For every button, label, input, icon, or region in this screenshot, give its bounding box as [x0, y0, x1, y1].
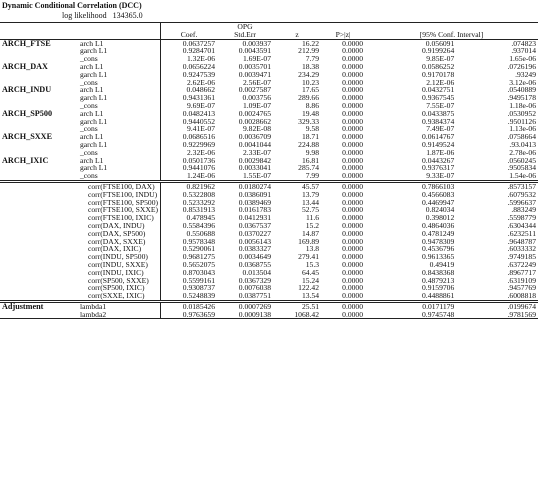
row-term: corr(DAX, SP500) [72, 230, 161, 238]
section-label: ARCH_FTSE [2, 38, 51, 48]
cell-z: 18.38 [301, 61, 320, 71]
section-label-adjustment: Adjustment [0, 301, 72, 310]
cell-ci-lower: 0.0443267 [422, 155, 455, 165]
cell-p-value: 0.0000 [342, 213, 364, 223]
cell-std-err: 0.0161783 [238, 205, 272, 215]
cell-z: 25.51 [273, 301, 321, 310]
cell-ci-lower: 2.12E-06 [426, 77, 455, 87]
cell-p-value: 0.0000 [321, 181, 365, 190]
cell-std-err: 0.0180274 [217, 181, 273, 190]
cell-ci-lower: 0.7866103 [365, 181, 456, 190]
cell-coef: 0.9247539 [182, 69, 216, 79]
cell-coef: 2.32E-06 [186, 147, 216, 157]
cell-z: 9.58 [305, 124, 320, 134]
cell-coef: 0.821962 [161, 181, 218, 190]
cell-coef: 0.8703043 [182, 267, 216, 277]
section-label: ARCH_DAX [2, 61, 48, 71]
cell-std-err: 2.33E-07 [242, 147, 272, 157]
cell-std-err: 0.0036709 [238, 132, 272, 142]
cell-std-err: 0.0029842 [238, 155, 272, 165]
cell-std-err: 0.0367329 [238, 275, 272, 285]
cell-coef: 1.24E-06 [161, 172, 218, 181]
row-term: corr(FTSE100, INDU) [72, 191, 161, 199]
cell-p-value: 0.0000 [342, 291, 364, 301]
row-term: arch L1 [72, 39, 161, 47]
cell-z: 279.41 [298, 252, 320, 262]
row-term: corr(INDU, SP500) [72, 253, 161, 261]
cell-ci-lower: 0.9745748 [365, 311, 456, 319]
row-term: _cons [72, 125, 161, 133]
row-term: corr(DAX, SXXE) [72, 238, 161, 246]
cell-p-value: 0.0000 [342, 205, 364, 215]
cell-ci-lower: 0.9367545 [422, 93, 455, 103]
cell-ci-lower: 0.056091 [425, 38, 455, 48]
cell-ci-upper: .5996637 [507, 197, 536, 207]
cell-std-err: 0.013504 [242, 267, 272, 277]
row-term: garch L1 [72, 94, 161, 102]
row-term: arch L1 [72, 110, 161, 118]
cell-ci-upper: .0758664 [507, 132, 536, 142]
cell-ci-upper: 1.54e-06 [456, 172, 538, 181]
cell-p-value: 0.0000 [342, 38, 364, 48]
cell-p-value: 0.0000 [342, 77, 364, 87]
column-subheader-opg: OPG [217, 23, 273, 31]
cell-coef: 0.9229969 [182, 139, 216, 149]
row-term: _cons [72, 79, 161, 87]
cell-std-err: 0.0039471 [238, 69, 272, 79]
cell-coef: 0.478945 [186, 213, 216, 223]
cell-p-value: 0.0000 [342, 132, 364, 142]
cell-coef: 0.550688 [186, 228, 216, 238]
row-term: corr(SP500, SXXE) [72, 277, 161, 285]
cell-p-value: 0.0000 [342, 228, 364, 238]
cell-ci-lower: 0.0432751 [422, 85, 455, 95]
cell-std-err: 0.0383327 [238, 244, 272, 254]
column-header-p-value: P>|z| [321, 31, 365, 39]
cell-ci-lower: 7.55E-07 [426, 100, 455, 110]
cell-ci-upper: .6079532 [507, 189, 536, 199]
cell-std-err: 0.0412931 [238, 213, 272, 223]
row-term: garch L1 [72, 164, 161, 172]
cell-std-err: 0.0076038 [238, 283, 272, 293]
cell-ci-upper: .0560245 [507, 155, 536, 165]
cell-ci-lower: 0.9613365 [422, 252, 455, 262]
cell-coef: 0.5248839 [182, 291, 216, 301]
cell-z: 64.45 [301, 267, 320, 277]
section-label: ARCH_SXXE [2, 132, 53, 142]
cell-std-err: 0.003937 [242, 38, 272, 48]
cell-p-value: 0.0000 [342, 267, 364, 277]
cell-ci-upper: 2.78e-06 [509, 147, 536, 157]
cell-z: 45.57 [273, 181, 321, 190]
cell-ci-lower: 0.4488861 [422, 291, 455, 301]
cell-std-err: 0.0028662 [238, 116, 272, 126]
cell-z: 169.89 [298, 236, 320, 246]
row-term: arch L1 [72, 133, 161, 141]
row-term: arch L1 [72, 63, 161, 71]
cell-p-value: 0.0000 [342, 155, 364, 165]
log-likelihood-value: 134365.0 [112, 11, 143, 20]
cell-std-err: 1.09E-07 [242, 100, 272, 110]
cell-ci-lower: 0.9159706 [422, 283, 455, 293]
table-row [0, 311, 538, 319]
cell-ci-lower: 0.4781249 [422, 228, 455, 238]
cell-coef: 0.0501736 [182, 155, 216, 165]
cell-z: 19.48 [301, 108, 320, 118]
cell-coef: 0.5599161 [182, 275, 216, 285]
cell-coef: 0.9308737 [182, 283, 216, 293]
cell-p-value: 0.0000 [342, 197, 364, 207]
row-term: garch L1 [72, 118, 161, 126]
cell-coef: 0.9763659 [161, 311, 218, 319]
row-term: _cons [72, 172, 161, 181]
table-header-block [2, 1, 143, 21]
cell-ci-upper: .937014 [511, 46, 536, 56]
results-table [0, 22, 538, 319]
cell-z: 16.81 [301, 155, 320, 165]
row-term: corr(FTSE100, SXXE) [72, 206, 161, 214]
row-term: _cons [72, 149, 161, 157]
cell-ci-lower: 0.4536796 [422, 244, 455, 254]
row-term: corr(INDU, IXIC) [72, 269, 161, 277]
cell-p-value: 0.0000 [342, 61, 364, 71]
cell-ci-upper: .8967717 [507, 267, 536, 277]
cell-p-value: 0.0000 [342, 189, 364, 199]
cell-std-err: 0.0389469 [238, 197, 272, 207]
row-term: corr(INDU, SXXE) [72, 261, 161, 269]
cell-ci-upper: .9749185 [507, 252, 536, 262]
cell-coef: 0.9431361 [182, 93, 216, 103]
cell-p-value: 0.0000 [342, 116, 364, 126]
cell-ci-lower: 0.0433875 [422, 108, 455, 118]
cell-z: 212.99 [298, 46, 320, 56]
cell-ci-lower: 0.0171179 [365, 301, 456, 310]
cell-ci-upper: .6033332 [507, 244, 536, 254]
cell-p-value: 0.0000 [342, 252, 364, 262]
cell-ci-upper: .9495178 [507, 93, 536, 103]
cell-coef: 0.5290061 [182, 244, 216, 254]
cell-std-err: 0.0368755 [238, 259, 272, 269]
cell-p-value: 0.0000 [321, 172, 365, 181]
cell-ci-lower: 0.0586252 [422, 61, 455, 71]
cell-ci-upper: .0199674 [456, 301, 538, 310]
cell-p-value: 0.0000 [342, 244, 364, 254]
row-term: _cons [72, 55, 161, 63]
cell-coef: 2.62E-06 [186, 77, 216, 87]
cell-z: 7.79 [305, 54, 320, 64]
row-term: _cons [72, 102, 161, 110]
row-term: corr(FTSE100, IXIC) [72, 214, 161, 222]
cell-coef: 0.9440552 [182, 116, 216, 126]
cell-std-err: 0.0056143 [238, 236, 272, 246]
cell-coef: 0.0656224 [182, 61, 216, 71]
cell-z: 7.99 [273, 172, 321, 181]
cell-p-value: 0.0000 [342, 108, 364, 118]
cell-p-value: 0.0000 [342, 124, 364, 134]
cell-coef: 0.5322808 [182, 189, 216, 199]
cell-ci-lower: 7.49E-07 [426, 124, 455, 134]
column-header-std-err: Std.Err [217, 31, 273, 39]
cell-ci-lower: 0.9149524 [422, 139, 455, 149]
cell-ci-upper: .9457769 [507, 283, 536, 293]
column-header-conf-interval: [95% Conf. Interval] [365, 31, 538, 39]
row-term: garch L1 [72, 47, 161, 55]
cell-coef: 0.8531913 [182, 205, 216, 215]
cell-ci-lower: 0.398012 [425, 213, 455, 223]
cell-ci-lower: 0.0614767 [422, 132, 455, 142]
cell-z: 289.66 [298, 93, 320, 103]
cell-ci-upper: .6008818 [507, 291, 536, 301]
row-term: garch L1 [72, 71, 161, 79]
cell-ci-upper: .93.0413 [509, 139, 536, 149]
cell-ci-upper: 1.65e-06 [509, 54, 536, 64]
cell-std-err: 0.0024765 [238, 108, 272, 118]
cell-z: 224.88 [298, 139, 320, 149]
cell-ci-upper: .883249 [511, 205, 536, 215]
cell-std-err: 0.0041044 [238, 139, 272, 149]
cell-ci-lower: 0.8438368 [422, 267, 455, 277]
cell-z: 13.44 [301, 197, 320, 207]
cell-ci-upper: .6304344 [507, 220, 536, 230]
cell-ci-lower: 0.9478309 [422, 236, 455, 246]
cell-coef: 0.9284701 [182, 46, 216, 56]
cell-coef: 0.0482413 [182, 108, 216, 118]
row-term: lambda1 [72, 301, 161, 310]
cell-z: 329.33 [298, 116, 320, 126]
row-term: arch L1 [72, 86, 161, 94]
cell-z: 16.22 [301, 38, 320, 48]
cell-ci-lower: 0.49419 [429, 259, 455, 269]
section-label: ARCH_IXIC [2, 155, 49, 165]
cell-ci-upper: 3.12e-06 [509, 77, 536, 87]
section-label: ARCH_INDU [2, 85, 52, 95]
cell-coef: 0.0185426 [161, 301, 218, 310]
cell-std-err: 0.0387751 [238, 291, 272, 301]
cell-std-err: 0.0043591 [238, 46, 272, 56]
cell-z: 15.24 [301, 275, 320, 285]
cell-z: 8.86 [305, 100, 320, 110]
cell-p-value: 0.0000 [342, 283, 364, 293]
cell-z: 13.79 [301, 189, 320, 199]
cell-z: 14.87 [301, 228, 320, 238]
cell-z: 13.54 [301, 291, 320, 301]
cell-std-err: 0.0386091 [238, 189, 272, 199]
cell-p-value: 0.0000 [342, 54, 364, 64]
cell-p-value: 0.0000 [342, 100, 364, 110]
cell-z: 122.42 [298, 283, 320, 293]
row-term: corr(DAX, INDU) [72, 222, 161, 230]
cell-p-value: 0.0000 [342, 259, 364, 269]
cell-p-value: 0.0000 [342, 275, 364, 285]
cell-coef: 0.9578348 [182, 236, 216, 246]
cell-ci-lower: 0.9376317 [422, 163, 455, 173]
cell-std-err: 2.56E-07 [242, 77, 272, 87]
cell-ci-lower: 0.4469947 [422, 197, 455, 207]
cell-coef: 0.9441076 [182, 163, 216, 173]
cell-coef: 0.5652075 [182, 259, 216, 269]
cell-std-err: 0.0370227 [238, 228, 272, 238]
cell-p-value: 0.0000 [342, 220, 364, 230]
cell-coef: 0.0686516 [182, 132, 216, 142]
cell-coef: 9.69E-07 [186, 100, 216, 110]
cell-p-value: 0.0000 [342, 46, 364, 56]
cell-z: 1068.42 [273, 311, 321, 319]
cell-ci-upper: 1.13e-06 [509, 124, 536, 134]
cell-p-value: 0.0000 [342, 163, 364, 173]
cell-coef: 0.048662 [186, 85, 216, 95]
cell-std-err: 1.69E-07 [242, 54, 272, 64]
cell-ci-upper: .074823 [511, 38, 536, 48]
cell-coef: 0.9681275 [182, 252, 216, 262]
cell-p-value: 0.0000 [342, 85, 364, 95]
cell-p-value: 0.0000 [321, 301, 365, 310]
cell-z: 11.6 [306, 213, 320, 223]
cell-p-value: 0.0000 [342, 93, 364, 103]
cell-ci-upper: .0530952 [507, 108, 536, 118]
cell-z: 234.29 [298, 69, 320, 79]
cell-z: 10.23 [301, 77, 320, 87]
table-title: Dynamic Conditional Correlation (DCC) [2, 1, 142, 10]
cell-ci-upper: 1.18e-06 [509, 100, 536, 110]
cell-ci-lower: 1.87E-06 [426, 147, 455, 157]
cell-std-err: 0.0007269 [217, 301, 273, 310]
cell-ci-lower: 0.4879213 [422, 275, 455, 285]
cell-coef: 1.32E-06 [186, 54, 216, 64]
cell-p-value: 0.0000 [342, 139, 364, 149]
cell-ci-upper: .6232511 [507, 228, 536, 238]
cell-p-value: 0.0000 [342, 147, 364, 157]
cell-ci-upper: .6319109 [507, 275, 536, 285]
section-label: ARCH_SP500 [2, 108, 53, 118]
cell-ci-lower: 0.4864036 [422, 220, 455, 230]
row-term: corr(FTSE100, SP500) [72, 199, 161, 207]
cell-std-err: 9.82E-08 [242, 124, 272, 134]
results-table-body [0, 23, 538, 319]
cell-ci-lower: 0.4566083 [422, 189, 455, 199]
cell-ci-upper: .5598779 [507, 213, 536, 223]
cell-z: 285.74 [298, 163, 320, 173]
row-term: lambda2 [72, 311, 161, 319]
cell-z: 13.8 [305, 244, 320, 254]
cell-ci-upper: .9505834 [507, 163, 536, 173]
cell-ci-upper: .0540889 [507, 85, 536, 95]
row-term: garch L1 [72, 141, 161, 149]
cell-coef: 0.5584396 [182, 220, 216, 230]
cell-p-value: 0.0000 [342, 236, 364, 246]
cell-p-value: 0.0000 [342, 69, 364, 79]
cell-std-err: 0.003756 [242, 93, 272, 103]
cell-coef: 0.0637257 [182, 38, 216, 48]
cell-ci-lower: 0.9170178 [422, 69, 455, 79]
cell-ci-upper: .8573157 [456, 181, 538, 190]
cell-coef: 0.5233292 [182, 197, 216, 207]
cell-z: 18.71 [301, 132, 320, 142]
cell-ci-lower: 0.824034 [425, 205, 455, 215]
cell-ci-upper: .6372249 [507, 259, 536, 269]
cell-coef: 9.41E-07 [186, 124, 216, 134]
cell-ci-upper: .93249 [515, 69, 536, 79]
log-likelihood-line [2, 11, 143, 21]
cell-std-err: 0.0009138 [217, 311, 273, 319]
cell-std-err: 0.0035701 [238, 61, 272, 71]
cell-z: 15.3 [305, 259, 320, 269]
cell-ci-lower: 0.9199264 [422, 46, 455, 56]
cell-ci-lower: 0.9384374 [422, 116, 455, 126]
cell-z: 9.98 [305, 147, 320, 157]
cell-std-err: 1.55E-07 [217, 172, 273, 181]
table-row [0, 172, 538, 181]
cell-std-err: 0.0033041 [238, 163, 272, 173]
cell-std-err: 0.0034649 [238, 252, 272, 262]
row-term: corr(FTSE100, DAX) [72, 181, 161, 190]
row-term: arch L1 [72, 157, 161, 165]
table-row [0, 292, 538, 301]
row-term: corr(DAX, IXIC) [72, 245, 161, 253]
log-likelihood-label: log likelihood [62, 11, 107, 20]
cell-std-err: 0.0027587 [238, 85, 272, 95]
cell-ci-upper: .9781569 [456, 311, 538, 319]
cell-ci-lower: 9.85E-07 [426, 54, 455, 64]
cell-z: 17.65 [301, 85, 320, 95]
cell-ci-lower: 9.33E-07 [365, 172, 456, 181]
cell-ci-upper: .9648787 [507, 236, 536, 246]
cell-z: 15.2 [305, 220, 320, 230]
cell-ci-upper: .0726196 [507, 61, 536, 71]
column-header-coef: Coef. [161, 31, 218, 39]
cell-z: 52.75 [301, 205, 320, 215]
row-term: corr(SXXE, IXIC) [72, 292, 161, 301]
row-term: corr(SP500, IXIC) [72, 284, 161, 292]
cell-ci-upper: .9501126 [507, 116, 536, 126]
column-header-z: z [273, 31, 321, 39]
cell-std-err: 0.0367537 [238, 220, 272, 230]
cell-p-value: 0.0000 [321, 311, 365, 319]
column-header-row [0, 31, 538, 39]
